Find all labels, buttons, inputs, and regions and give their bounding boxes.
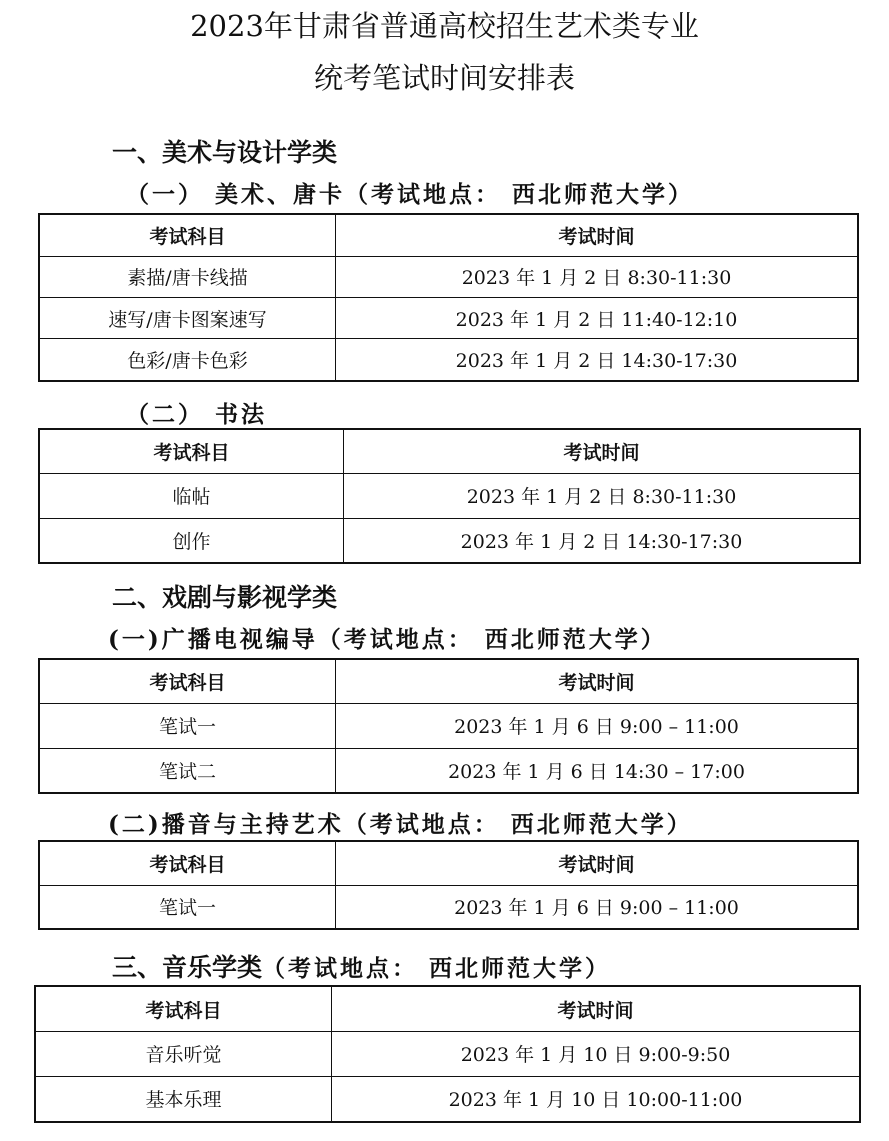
section-heading: 三、音乐学类: [112, 953, 263, 982]
header-time: 考试时间: [336, 841, 859, 885]
schedule-table: [38, 840, 859, 930]
header-subject: 考试科目: [39, 429, 344, 474]
section-heading: 二、戏剧与影视学类: [112, 583, 338, 612]
schedule-table: [38, 213, 859, 382]
table-row: [35, 1076, 860, 1122]
header-subject: 考试科目: [39, 841, 336, 885]
time-cell: 2023 年 1 月 6 日 14:30 – 17:00: [336, 748, 859, 793]
table-row: [39, 474, 860, 518]
header-subject: 考试科目: [39, 214, 336, 256]
table-row: [39, 339, 858, 381]
subject-cell: 笔试一: [39, 704, 336, 748]
time-cell: 2023 年 1 月 10 日 9:00-9:50: [332, 1032, 861, 1077]
subject-cell: 临帖: [39, 474, 344, 518]
subject-cell: 基本乐理: [35, 1076, 332, 1122]
header-subject: 考试科目: [35, 986, 332, 1032]
subject-cell: 音乐听觉: [35, 1032, 332, 1077]
schedule-table: [38, 658, 859, 794]
subsection-heading: （二） 书法: [126, 401, 268, 428]
time-cell: 2023 年 1 月 2 日 8:30-11:30: [336, 256, 859, 297]
schedule-table: [38, 428, 861, 564]
header-time: 考试时间: [332, 986, 861, 1032]
subsection-heading: （一） 美术、唐卡（考试地点： 西北师范大学）: [126, 181, 695, 208]
header-time: 考试时间: [344, 429, 861, 474]
table-row: [39, 518, 860, 563]
title-line-1: 2023年甘肃省普通高校招生艺术类专业: [190, 9, 699, 43]
subject-cell: 笔试一: [39, 885, 336, 929]
time-cell: 2023 年 1 月 2 日 14:30-17:30: [336, 339, 859, 381]
table-row: [35, 1032, 860, 1077]
header-time: 考试时间: [336, 214, 859, 256]
time-cell: 2023 年 1 月 6 日 9:00 – 11:00: [336, 885, 859, 929]
table-row: [39, 704, 858, 748]
subject-cell: 素描/唐卡线描: [39, 256, 336, 297]
table-row: [39, 297, 858, 338]
section-heading: 一、美术与设计学类: [112, 138, 338, 167]
exam-location: （考试地点： 西北师范大学）: [262, 955, 612, 982]
schedule-table: [34, 985, 861, 1123]
header-subject: 考试科目: [39, 659, 336, 704]
subject-cell: 速写/唐卡图案速写: [39, 297, 336, 338]
table-row: [39, 748, 858, 793]
subject-cell: 创作: [39, 518, 344, 563]
subject-cell: 色彩/唐卡色彩: [39, 339, 336, 381]
subsection-heading: (一)广播电视编导（考试地点： 西北师范大学）: [108, 626, 667, 653]
time-cell: 2023 年 1 月 10 日 10:00-11:00: [332, 1076, 861, 1122]
subsection-heading: (二)播音与主持艺术（考试地点： 西北师范大学）: [108, 811, 693, 838]
section-heading-row: [112, 948, 611, 984]
header-time: 考试时间: [336, 659, 859, 704]
table-row: [39, 256, 858, 297]
time-cell: 2023 年 1 月 6 日 9:00 – 11:00: [336, 704, 859, 748]
title-line-2: 统考笔试时间安排表: [313, 61, 575, 95]
time-cell: 2023 年 1 月 2 日 11:40-12:10: [336, 297, 859, 338]
subject-cell: 笔试二: [39, 748, 336, 793]
time-cell: 2023 年 1 月 2 日 8:30-11:30: [344, 474, 861, 518]
time-cell: 2023 年 1 月 2 日 14:30-17:30: [344, 518, 861, 563]
table-row: [39, 885, 858, 929]
